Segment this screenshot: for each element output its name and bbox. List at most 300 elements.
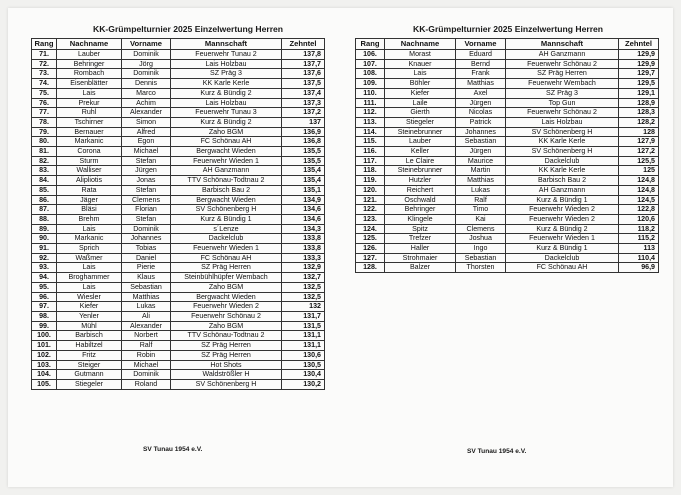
cell-mannschaft: Feuerwehr Tunau 2 [171, 50, 282, 60]
cell-rang: 95. [32, 282, 57, 292]
cell-rang: 83. [32, 166, 57, 176]
cell-zehntel: 131,1 [282, 341, 325, 351]
cell-vorname: Stefan [122, 214, 171, 224]
cell-zehntel: 137,7 [282, 59, 325, 69]
table-row [32, 69, 325, 79]
cell-mannschaft: Zaho BGM [171, 282, 282, 292]
table-row [356, 224, 659, 234]
cell-vorname: Klaus [122, 273, 171, 283]
table-row [32, 79, 325, 89]
cell-nachname: Lais [57, 282, 122, 292]
cell-vorname: Eduard [456, 50, 506, 60]
table-row [32, 370, 325, 380]
table-header-row [356, 39, 659, 50]
cell-mannschaft: Bergwacht Wieden [171, 195, 282, 205]
cell-mannschaft: Feuerwehr Schönau 2 [506, 59, 619, 69]
cell-zehntel: 132,7 [282, 273, 325, 283]
cell-vorname: Michael [122, 360, 171, 370]
cell-nachname: Stiegeler [385, 117, 456, 127]
cell-nachname: Lauber [57, 50, 122, 60]
cell-nachname: Ruhl [57, 108, 122, 118]
cell-vorname: Ralf [456, 195, 506, 205]
cell-nachname: Prekur [57, 98, 122, 108]
cell-zehntel: 129,9 [619, 50, 659, 60]
table-row [356, 108, 659, 118]
cell-nachname: Steiger [57, 360, 122, 370]
cell-vorname: Joshua [456, 234, 506, 244]
cell-zehntel: 125,5 [619, 156, 659, 166]
cell-mannschaft: FC Schönau AH [171, 253, 282, 263]
cell-vorname: Matthias [122, 292, 171, 302]
cell-rang: 78. [32, 117, 57, 127]
cell-vorname: Roland [122, 379, 171, 389]
cell-rang: 123. [356, 214, 385, 224]
cell-rang: 91. [32, 244, 57, 254]
cell-rang: 114. [356, 127, 385, 137]
cell-nachname: Kiefer [57, 302, 122, 312]
cell-zehntel: 129,5 [619, 79, 659, 89]
cell-vorname: Daniel [122, 253, 171, 263]
cell-zehntel: 133,8 [282, 244, 325, 254]
cell-vorname: Simon [122, 117, 171, 127]
cell-zehntel: 113 [619, 244, 659, 254]
cell-mannschaft: SV Schönenberg H [171, 205, 282, 215]
cell-rang: 120. [356, 185, 385, 195]
cell-nachname: Eisenblätter [57, 79, 122, 89]
cell-nachname: Habiltzel [57, 341, 122, 351]
cell-mannschaft: SZ Präg Herren [171, 263, 282, 273]
header-rang: Rang [356, 39, 385, 50]
table-row [32, 273, 325, 283]
cell-vorname: Dominik [122, 224, 171, 234]
cell-rang: 87. [32, 205, 57, 215]
table-row [32, 195, 325, 205]
cell-zehntel: 137,3 [282, 98, 325, 108]
cell-zehntel: 133,3 [282, 253, 325, 263]
cell-rang: 98. [32, 311, 57, 321]
cell-vorname: Ingo [456, 244, 506, 254]
table-row [32, 185, 325, 195]
cell-mannschaft: SZ Präg Herren [506, 69, 619, 79]
table-row [32, 234, 325, 244]
cell-rang: 75. [32, 88, 57, 98]
table-row [356, 214, 659, 224]
cell-zehntel: 132,5 [282, 282, 325, 292]
cell-vorname: Egon [122, 137, 171, 147]
cell-vorname: Jürgen [122, 166, 171, 176]
cell-vorname: Martin [456, 166, 506, 176]
table-row [32, 108, 325, 118]
cell-rang: 88. [32, 214, 57, 224]
cell-zehntel: 134,9 [282, 195, 325, 205]
table-row [32, 127, 325, 137]
cell-zehntel: 129,9 [619, 59, 659, 69]
cell-nachname: Balzer [385, 263, 456, 273]
cell-rang: 107. [356, 59, 385, 69]
cell-rang: 79. [32, 127, 57, 137]
cell-nachname: Broghammer [57, 273, 122, 283]
cell-mannschaft: Kurz & Bündig 1 [171, 214, 282, 224]
cell-nachname: Markanic [57, 137, 122, 147]
table-row [32, 350, 325, 360]
cell-vorname: Alfred [122, 127, 171, 137]
header-zehntel: Zehntel [282, 39, 325, 50]
cell-vorname: Matthias [456, 176, 506, 186]
table-row [356, 88, 659, 98]
cell-vorname: Maurice [456, 156, 506, 166]
cell-rang: 111. [356, 98, 385, 108]
cell-nachname: Behringer [57, 59, 122, 69]
header-zehntel: Zehntel [619, 39, 659, 50]
cell-nachname: Jäger [57, 195, 122, 205]
table-row [356, 176, 659, 186]
cell-vorname: Sebastian [456, 137, 506, 147]
table-row [32, 176, 325, 186]
cell-vorname: Pierie [122, 263, 171, 273]
table-row [32, 244, 325, 254]
right-footer: SV Tunau 1954 e.V. [467, 448, 527, 455]
cell-nachname: Sturm [57, 156, 122, 166]
cell-zehntel: 133,8 [282, 234, 325, 244]
cell-mannschaft: SZ Präg Herren [171, 350, 282, 360]
cell-nachname: Laile [385, 98, 456, 108]
cell-rang: 118. [356, 166, 385, 176]
cell-zehntel: 131,7 [282, 311, 325, 321]
cell-vorname: Johannes [122, 234, 171, 244]
cell-zehntel: 134,6 [282, 205, 325, 215]
cell-zehntel: 130,2 [282, 379, 325, 389]
cell-zehntel: 136,9 [282, 127, 325, 137]
cell-vorname: Jörg [122, 59, 171, 69]
left-footer: SV Tunau 1954 e.V. [143, 446, 203, 453]
cell-mannschaft: Feuerwehr Schönau 2 [506, 108, 619, 118]
cell-rang: 119. [356, 176, 385, 186]
cell-zehntel: 134,6 [282, 214, 325, 224]
cell-mannschaft: Lais Holzbau [171, 59, 282, 69]
cell-mannschaft: SZ Präg 3 [506, 88, 619, 98]
table-row [32, 117, 325, 127]
table-row [356, 166, 659, 176]
table-row [32, 311, 325, 321]
cell-rang: 101. [32, 341, 57, 351]
cell-nachname: Böhler [385, 79, 456, 89]
cell-zehntel: 137,5 [282, 79, 325, 89]
cell-mannschaft: Feuerwehr Wieden 1 [171, 156, 282, 166]
cell-zehntel: 128,9 [619, 98, 659, 108]
cell-mannschaft: Dackelclub [171, 234, 282, 244]
cell-vorname: Jürgen [456, 147, 506, 157]
cell-vorname: Ali [122, 311, 171, 321]
right-results-table [355, 38, 659, 273]
cell-rang: 80. [32, 137, 57, 147]
cell-vorname: Patrick [456, 117, 506, 127]
table-row [356, 98, 659, 108]
cell-mannschaft: Kurz & Bündig 1 [506, 195, 619, 205]
header-vorname: Vorname [122, 39, 171, 50]
table-row [32, 98, 325, 108]
cell-rang: 76. [32, 98, 57, 108]
cell-nachname: Waßmer [57, 253, 122, 263]
cell-zehntel: 137,6 [282, 69, 325, 79]
cell-vorname: Dominik [122, 50, 171, 60]
cell-rang: 93. [32, 263, 57, 273]
cell-mannschaft: Dackelclub [506, 253, 619, 263]
cell-mannschaft: Feuerwehr Tunau 3 [171, 108, 282, 118]
cell-rang: 97. [32, 302, 57, 312]
table-row [356, 263, 659, 273]
cell-rang: 89. [32, 224, 57, 234]
cell-rang: 110. [356, 88, 385, 98]
table-row [32, 379, 325, 389]
cell-zehntel: 131,5 [282, 321, 325, 331]
cell-vorname: Alexander [122, 321, 171, 331]
cell-rang: 90. [32, 234, 57, 244]
cell-nachname: Lais [57, 88, 122, 98]
cell-zehntel: 120,6 [619, 214, 659, 224]
cell-rang: 113. [356, 117, 385, 127]
table-row [32, 205, 325, 215]
cell-zehntel: 137 [282, 117, 325, 127]
cell-vorname: Alexander [122, 108, 171, 118]
cell-nachname: Sprich [57, 244, 122, 254]
cell-zehntel: 135,1 [282, 185, 325, 195]
cell-zehntel: 125 [619, 166, 659, 176]
table-row [32, 331, 325, 341]
left-page-title: KK-Grümpelturnier 2025 Einzelwertung Herren [93, 24, 284, 34]
table-row [32, 156, 325, 166]
cell-mannschaft: Bergwacht Wieden [171, 292, 282, 302]
cell-nachname: Lais [385, 69, 456, 79]
cell-zehntel: 118,2 [619, 224, 659, 234]
cell-mannschaft: KK Karle Kerle [171, 79, 282, 89]
cell-vorname: Frank [456, 69, 506, 79]
header-nachname: Nachname [57, 39, 122, 50]
table-header-row [32, 39, 325, 50]
cell-mannschaft: Feuerwehr Wieden 2 [506, 214, 619, 224]
right-table-body [356, 50, 659, 273]
cell-zehntel: 110,4 [619, 253, 659, 263]
table-row [356, 127, 659, 137]
cell-zehntel: 137,8 [282, 50, 325, 60]
table-row [32, 147, 325, 157]
cell-mannschaft: Waldströßler H [171, 370, 282, 380]
cell-rang: 100. [32, 331, 57, 341]
cell-zehntel: 135,4 [282, 166, 325, 176]
cell-zehntel: 134,3 [282, 224, 325, 234]
cell-mannschaft: Kurz & Bündig 2 [506, 224, 619, 234]
table-row [32, 321, 325, 331]
cell-nachname: Lauber [385, 137, 456, 147]
header-nachname: Nachname [385, 39, 456, 50]
cell-zehntel: 127,2 [619, 147, 659, 157]
table-row [356, 185, 659, 195]
cell-nachname: Tschirner [57, 117, 122, 127]
cell-nachname: Barbisch [57, 331, 122, 341]
cell-zehntel: 127,9 [619, 137, 659, 147]
cell-mannschaft: SV Schönenberg H [506, 147, 619, 157]
cell-zehntel: 124,8 [619, 176, 659, 186]
cell-vorname: Jonas [122, 176, 171, 186]
cell-rang: 85. [32, 185, 57, 195]
cell-zehntel: 130,5 [282, 360, 325, 370]
table-row [32, 341, 325, 351]
cell-rang: 124. [356, 224, 385, 234]
cell-nachname: Markanic [57, 234, 122, 244]
cell-vorname: Sebastian [456, 253, 506, 263]
cell-rang: 115. [356, 137, 385, 147]
cell-vorname: Michael [122, 147, 171, 157]
cell-mannschaft: Steinbühlhüpfer Wembach [171, 273, 282, 283]
cell-rang: 81. [32, 147, 57, 157]
cell-zehntel: 124,8 [619, 185, 659, 195]
cell-mannschaft: Zaho BGM [171, 321, 282, 331]
cell-nachname: Hutzler [385, 176, 456, 186]
cell-mannschaft: AH Ganzmann [506, 185, 619, 195]
cell-zehntel: 132,9 [282, 263, 325, 273]
cell-nachname: Steinebrunner [385, 127, 456, 137]
cell-vorname: Robin [122, 350, 171, 360]
cell-rang: 72. [32, 59, 57, 69]
cell-vorname: Ralf [122, 341, 171, 351]
cell-mannschaft: SZ Präg Herren [171, 341, 282, 351]
cell-zehntel: 128,2 [619, 117, 659, 127]
header-vorname: Vorname [456, 39, 506, 50]
table-row [356, 79, 659, 89]
right-page-title: KK-Grümpelturnier 2025 Einzelwertung Herren [413, 24, 604, 34]
cell-vorname: Tobias [122, 244, 171, 254]
cell-vorname: Achim [122, 98, 171, 108]
cell-mannschaft: Barbisch Bau 2 [506, 176, 619, 186]
cell-vorname: Nicolas [456, 108, 506, 118]
cell-mannschaft: Feuerwehr Wembach [506, 79, 619, 89]
cell-vorname: Lukas [122, 302, 171, 312]
table-row [356, 137, 659, 147]
cell-zehntel: 132,5 [282, 292, 325, 302]
cell-rang: 112. [356, 108, 385, 118]
cell-nachname: Walliser [57, 166, 122, 176]
cell-rang: 108. [356, 69, 385, 79]
cell-nachname: Stiegeler [57, 379, 122, 389]
cell-nachname: Steinebrunner [385, 166, 456, 176]
cell-nachname: Spitz [385, 224, 456, 234]
cell-mannschaft: AH Ganzmann [171, 166, 282, 176]
table-row [32, 50, 325, 60]
cell-vorname: Florian [122, 205, 171, 215]
cell-vorname: Norbert [122, 331, 171, 341]
cell-mannschaft: Hot Shots [171, 360, 282, 370]
header-rang: Rang [32, 39, 57, 50]
cell-nachname: Lais [57, 224, 122, 234]
cell-vorname: Dennis [122, 79, 171, 89]
cell-zehntel: 124,5 [619, 195, 659, 205]
cell-nachname: Kiefer [385, 88, 456, 98]
table-row [32, 224, 325, 234]
cell-rang: 121. [356, 195, 385, 205]
cell-mannschaft: Feuerwehr Wieden 2 [506, 205, 619, 215]
cell-nachname: Wiesler [57, 292, 122, 302]
cell-zehntel: 132 [282, 302, 325, 312]
cell-rang: 126. [356, 244, 385, 254]
cell-vorname: Timo [456, 205, 506, 215]
table-row [356, 244, 659, 254]
cell-nachname: Trefzer [385, 234, 456, 244]
table-row [356, 117, 659, 127]
cell-nachname: Keller [385, 147, 456, 157]
cell-zehntel: 129,7 [619, 69, 659, 79]
cell-rang: 116. [356, 147, 385, 157]
cell-vorname: Clemens [122, 195, 171, 205]
table-row [356, 59, 659, 69]
cell-nachname: Fritz [57, 350, 122, 360]
cell-rang: 71. [32, 50, 57, 60]
cell-nachname: Brehm [57, 214, 122, 224]
cell-mannschaft: Lais Holzbau [506, 117, 619, 127]
cell-mannschaft: Top Gun [506, 98, 619, 108]
cell-vorname: Bernd [456, 59, 506, 69]
cell-vorname: Dominik [122, 370, 171, 380]
cell-nachname: Oschwald [385, 195, 456, 205]
cell-zehntel: 131,1 [282, 331, 325, 341]
cell-mannschaft: Dackelclub [506, 156, 619, 166]
cell-mannschaft: Kurz & Bündig 2 [171, 117, 282, 127]
cell-rang: 94. [32, 273, 57, 283]
cell-vorname: Sebastian [122, 282, 171, 292]
cell-mannschaft: SV Schönenberg H [506, 127, 619, 137]
cell-vorname: Kai [456, 214, 506, 224]
cell-nachname: Behringer [385, 205, 456, 215]
cell-vorname: Jürgen [456, 98, 506, 108]
cell-mannschaft: AH Ganzmann [506, 50, 619, 60]
table-row [356, 253, 659, 263]
cell-vorname: Stefan [122, 156, 171, 166]
cell-rang: 82. [32, 156, 57, 166]
cell-rang: 104. [32, 370, 57, 380]
cell-vorname: Stefan [122, 185, 171, 195]
cell-rang: 84. [32, 176, 57, 186]
cell-nachname: Haller [385, 244, 456, 254]
cell-nachname: Yenler [57, 311, 122, 321]
cell-zehntel: 96,9 [619, 263, 659, 273]
table-row [32, 360, 325, 370]
cell-rang: 77. [32, 108, 57, 118]
cell-vorname: Thorsten [456, 263, 506, 273]
cell-nachname: Morast [385, 50, 456, 60]
cell-mannschaft: Feuerwehr Schönau 2 [171, 311, 282, 321]
cell-mannschaft: Feuerwehr Wieden 1 [171, 244, 282, 254]
cell-vorname: Marco [122, 88, 171, 98]
cell-zehntel: 135,4 [282, 176, 325, 186]
table-row [32, 263, 325, 273]
cell-mannschaft: s´Lenze [171, 224, 282, 234]
cell-zehntel: 122,8 [619, 205, 659, 215]
table-row [356, 195, 659, 205]
table-row [32, 137, 325, 147]
cell-vorname: Johannes [456, 127, 506, 137]
cell-mannschaft: FC Schönau AH [171, 137, 282, 147]
cell-vorname: Lukas [456, 185, 506, 195]
cell-mannschaft: Barbisch Bau 2 [171, 185, 282, 195]
table-row [356, 147, 659, 157]
cell-nachname: Lais [57, 263, 122, 273]
cell-mannschaft: Feuerwehr Wieden 1 [506, 234, 619, 244]
cell-nachname: Gutmann [57, 370, 122, 380]
cell-nachname: Bernauer [57, 127, 122, 137]
table-row [32, 302, 325, 312]
cell-rang: 125. [356, 234, 385, 244]
cell-zehntel: 130,4 [282, 370, 325, 380]
cell-mannschaft: Kurz & Bündig 2 [171, 88, 282, 98]
cell-mannschaft: Kurz & Bündig 1 [506, 244, 619, 254]
